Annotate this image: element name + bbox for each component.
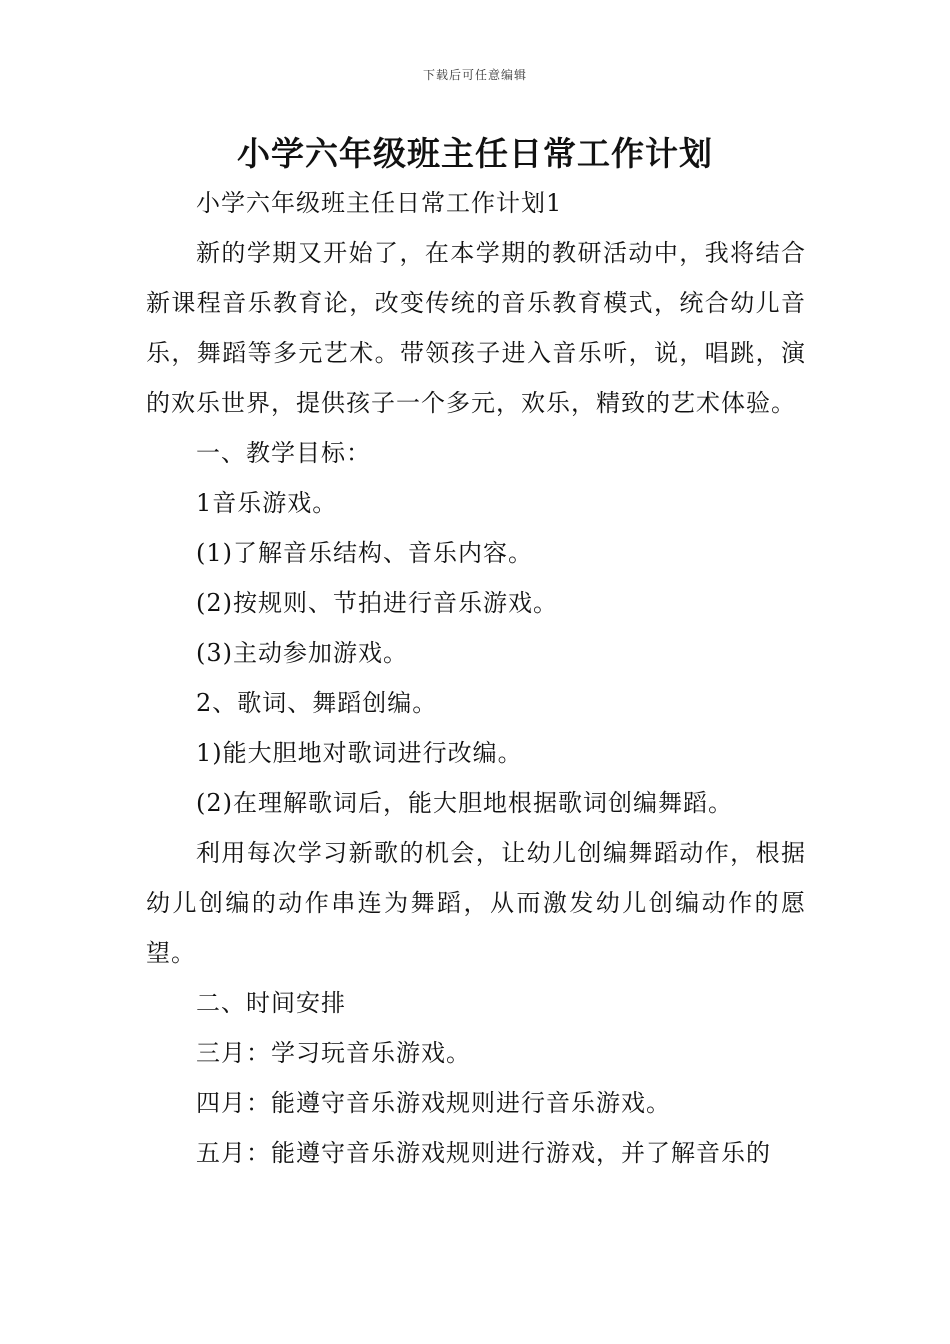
list-item: (2)在理解歌词后，能大胆地根据歌词创编舞蹈。 — [196, 789, 733, 817]
list-item: (1)了解音乐结构、音乐内容。 — [196, 539, 533, 567]
list-item: 2、歌词、舞蹈创编。 — [196, 689, 438, 717]
section-heading: 小学六年级班主任日常工作计划1 — [196, 189, 563, 217]
paragraph: 利用每次学习新歌的机会，让幼儿创编舞蹈动作，根据幼儿创编的动作串连为舞蹈，从而激发幼儿创编动作的愿望。 — [146, 839, 806, 967]
list-item: 1)能大胆地对歌词进行改编。 — [196, 739, 523, 767]
document-title: 小学六年级班主任日常工作计划 — [237, 134, 713, 173]
section-heading: 一、教学目标： — [196, 439, 371, 467]
paragraph: 新的学期又开始了，在本学期的教研活动中，我将结合新课程音乐教育论，改变传统的音乐教育模式，统合幼儿音乐，舞蹈等多元艺术。带领孩子进入音乐听，说，唱跳，演的欢乐世界，提供孩子一个多元，欢乐，精致的艺术体验。 — [146, 239, 806, 417]
header-note: 下载后可任意编辑 — [422, 68, 527, 82]
list-item: 五月：能遵守音乐游戏规则进行游戏，并了解音乐的 — [196, 1139, 771, 1167]
document-body — [146, 178, 806, 1178]
list-item: (2)按规则、节拍进行音乐游戏。 — [196, 589, 558, 617]
list-item: 1音乐游戏。 — [196, 489, 338, 517]
list-item: (3)主动参加游戏。 — [196, 639, 408, 667]
section-heading: 二、时间安排 — [196, 989, 346, 1017]
list-item: 三月：学习玩音乐游戏。 — [196, 1039, 471, 1067]
list-item: 四月：能遵守音乐游戏规则进行音乐游戏。 — [196, 1089, 671, 1117]
